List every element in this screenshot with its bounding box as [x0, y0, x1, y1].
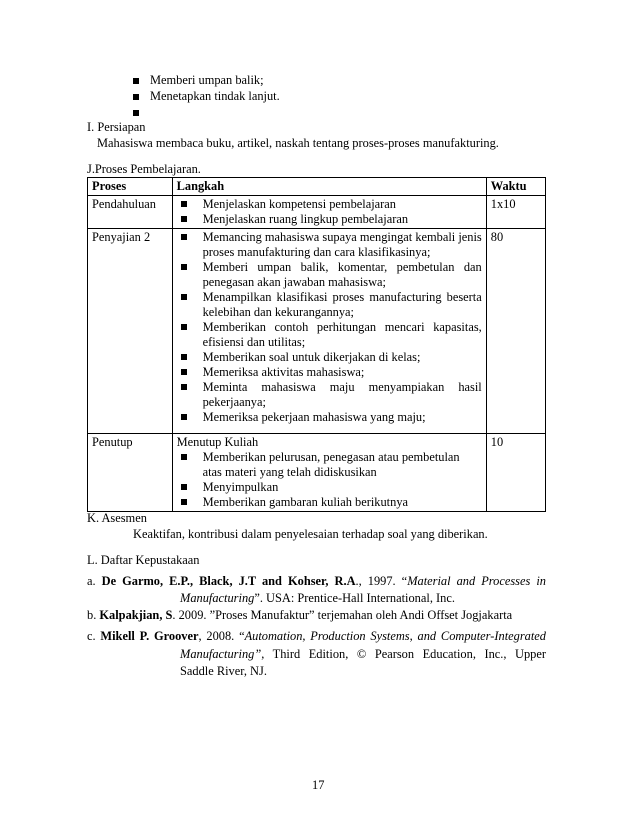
section-text-persiapan: Mahasiswa membaca buku, artikel, naskah tentang proses-proses manufakturing. [97, 136, 499, 150]
square-bullet-icon [181, 499, 187, 505]
reference-text: Saddle River, NJ. [180, 664, 267, 678]
square-bullet-icon [181, 201, 187, 207]
proses-cell: Penyajian 2 [88, 229, 173, 434]
waktu-cell: 1x10 [486, 196, 545, 229]
list-item [177, 260, 482, 290]
reference-item [87, 574, 546, 606]
waktu-cell: 10 [486, 434, 545, 512]
langkah-cell [172, 434, 486, 512]
list-item [177, 365, 482, 380]
proses-cell: Pendahuluan [88, 196, 173, 229]
reference-item [87, 629, 546, 679]
list-item [177, 495, 482, 510]
step-text: Memeriksa aktivitas mahasiswa; [202, 365, 365, 379]
step-text: Memberikan gambaran kuliah berikutnya [202, 495, 409, 509]
section-heading-proses: J.Proses Pembelajaran. [87, 162, 201, 176]
reference-authors: De Garmo, E.P., Black, J.T and Kohser, R.A [101, 574, 356, 588]
square-bullet-icon [181, 294, 187, 300]
langkah-cell [172, 196, 486, 229]
list-item [177, 350, 482, 365]
square-bullet-icon [133, 110, 139, 116]
langkah-cell [172, 229, 486, 434]
proses-table [87, 177, 546, 512]
reference-line [87, 629, 546, 644]
reference-text: . 2009. ”Proses Manufaktur” terjemahan oleh Andi Offset Jogjakarta [172, 608, 513, 622]
proses-cell: Penutup [88, 434, 173, 512]
step-text: Memancing mahasiswa supaya mengingat kembali jenis proses manufakturing dan cara klasifikasinya; [202, 230, 482, 259]
square-bullet-icon [181, 484, 187, 490]
list-item [177, 320, 482, 350]
reference-line [87, 647, 546, 662]
square-bullet-icon [181, 324, 187, 330]
column-header: Waktu [486, 178, 545, 196]
list-item [177, 197, 482, 212]
step-text: Menampilkan klasifikasi proses manufacturing beserta kelebihan dan kekurangannya; [202, 290, 482, 319]
column-header: Proses [88, 178, 173, 196]
table-row [88, 196, 546, 229]
step-text: Memberikan pelurusan, penegasan atau pembetulan atas materi yang telah didiskusikan [202, 450, 460, 479]
list-item [177, 380, 482, 410]
reference-item [87, 608, 512, 623]
step-text: Memberi umpan balik, komentar, pembetulan dan penegasan akan jawaban mahasiswa; [202, 260, 482, 289]
square-bullet-icon [133, 94, 139, 100]
step-text: Menjelaskan kompetensi pembelajaran [202, 197, 396, 211]
step-text: Memberikan soal untuk dikerjakan di kelas; [202, 350, 421, 364]
section-text-asesmen: Keaktifan, kontribusi dalam penyelesaian terhadap soal yang diberikan. [133, 527, 488, 541]
reference-text: ”. USA: Prentice-Hall International, Inc. [254, 591, 455, 605]
step-text: Menyimpulkan [202, 480, 279, 494]
square-bullet-icon [181, 216, 187, 222]
section-heading-kepustakaan: L. Daftar Kepustakaan [87, 553, 200, 567]
table-header-row [88, 178, 546, 196]
step-intro: Menutup Kuliah [176, 435, 259, 449]
reference-label: b. [87, 608, 97, 622]
square-bullet-icon [181, 264, 187, 270]
reference-text: , 2008. “ [198, 629, 245, 643]
square-bullet-icon [181, 369, 187, 375]
reference-authors: Kalpakjian, S [99, 608, 173, 622]
reference-line [87, 664, 546, 679]
square-bullet-icon [181, 414, 187, 420]
square-bullet-icon [181, 454, 187, 460]
reference-title: Manufacturing [180, 591, 255, 605]
section-heading-persiapan: I. Persiapan [87, 120, 146, 134]
list-item [177, 212, 482, 227]
reference-title: Material and Processes in [407, 574, 546, 588]
section-heading-asesmen: K. Asesmen [87, 511, 147, 525]
waktu-cell: 80 [486, 229, 545, 434]
step-text: Menjelaskan ruang lingkup pembelajaran [202, 212, 409, 226]
table-row [88, 229, 546, 434]
page-number: 17 [312, 778, 325, 792]
reference-text: , Third Edition, © Pearson Education, Inc., Upper [261, 647, 546, 661]
reference-authors: Mikell P. Groover [100, 629, 199, 643]
list-item-text: Menetapkan tindak lanjut. [150, 89, 280, 103]
square-bullet-icon [133, 78, 139, 84]
reference-label: c. [87, 629, 96, 643]
list-item [177, 410, 482, 425]
list-item [177, 230, 482, 260]
column-header: Langkah [172, 178, 486, 196]
list-item [177, 450, 482, 480]
reference-line [87, 574, 546, 589]
step-text: Memeriksa pekerjaan mahasiswa yang maju; [202, 410, 426, 424]
reference-title: Automation, Production Systems, and Computer-Integrated [244, 629, 546, 643]
reference-text: ., 1997. “ [355, 574, 408, 588]
list-item [177, 290, 482, 320]
square-bullet-icon [181, 354, 187, 360]
step-text: Memberikan contoh perhitungan mencari kapasitas, efisiensi dan utilitas; [202, 320, 482, 349]
reference-line [87, 591, 546, 606]
list-item [177, 480, 482, 495]
table-row [88, 434, 546, 512]
reference-title: Manufacturing” [180, 647, 262, 661]
reference-label: a. [87, 574, 96, 588]
square-bullet-icon [181, 384, 187, 390]
step-text: Meminta mahasiswa maju menyampiakan hasil pekerjaanya; [202, 380, 482, 409]
square-bullet-icon [181, 234, 187, 240]
list-item-text: Memberi umpan balik; [150, 73, 264, 87]
